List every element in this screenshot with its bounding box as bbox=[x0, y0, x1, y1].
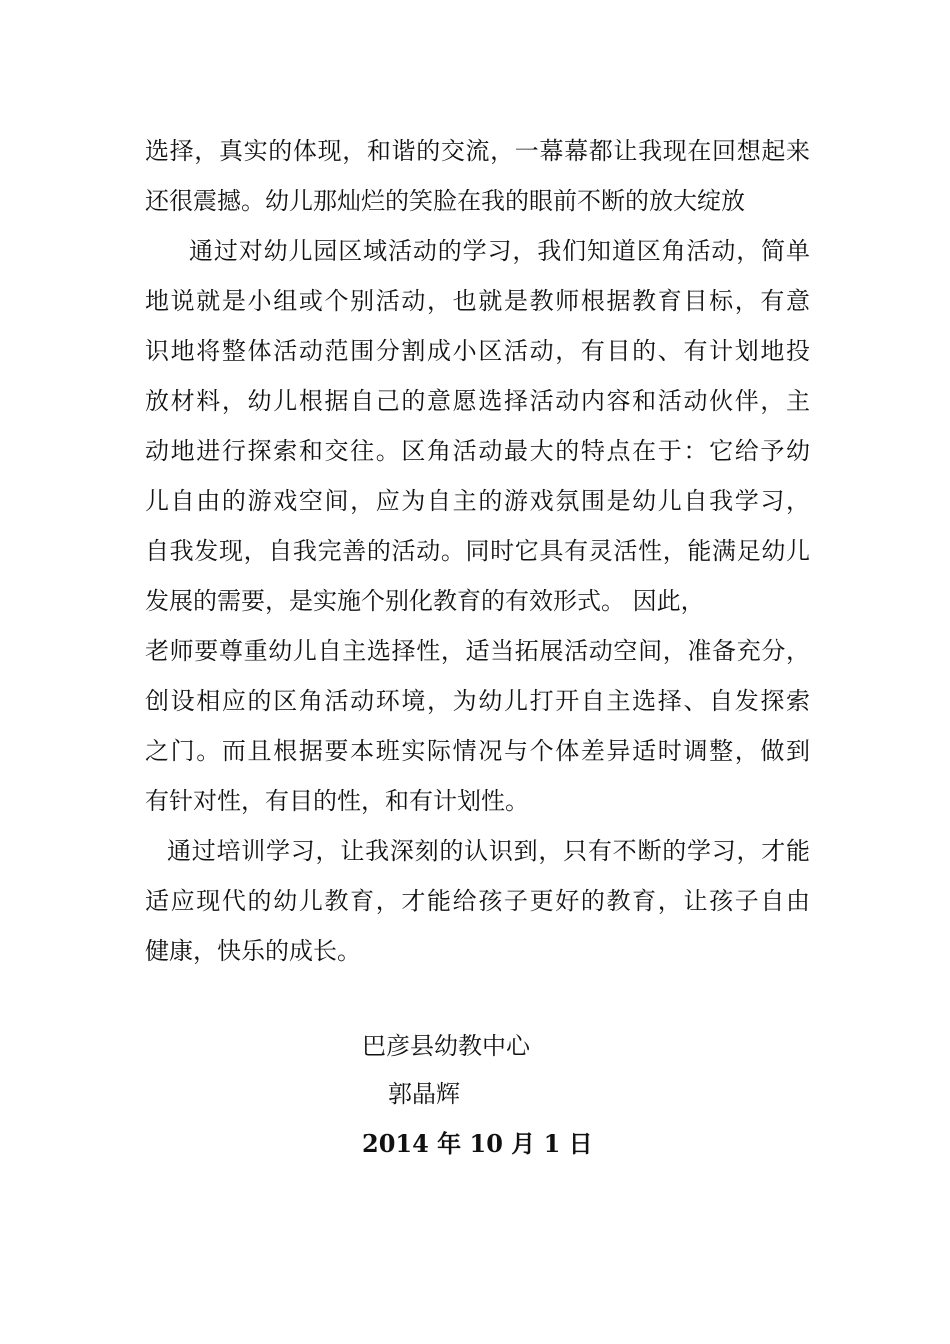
text-line: 通过对幼儿园区域活动的学习，我们知道区角活动，简单 bbox=[189, 237, 810, 265]
text-line: 创设相应的区角活动环境，为幼儿打开自主选择、自发探索 bbox=[145, 687, 810, 715]
signature-author: 郭晶辉 bbox=[388, 1080, 460, 1108]
text-line: 健康，快乐的成长。 bbox=[145, 937, 361, 965]
text-line: 发展的需要，是实施个别化教育的有效形式。 因此， bbox=[145, 587, 705, 615]
signature-organization: 巴彦县幼教中心 bbox=[362, 1032, 530, 1060]
text-line: 选择，真实的体现，和谐的交流，一幕幕都让我现在回想起来 bbox=[145, 137, 810, 165]
text-line: 自我发现，自我完善的活动。同时它具有灵活性，能满足幼儿 bbox=[145, 537, 810, 565]
text-line: 适应现代的幼儿教育，才能给孩子更好的教育，让孩子自由 bbox=[145, 887, 810, 915]
text-line: 之门。而且根据要本班实际情况与个体差异适时调整，做到 bbox=[145, 737, 810, 765]
text-line: 还很震撼。幼儿那灿烂的笑脸在我的眼前不断的放大绽放 bbox=[145, 187, 745, 215]
text-line: 放材料，幼儿根据自己的意愿选择活动内容和活动伙伴，主 bbox=[145, 387, 810, 415]
text-line: 动地进行探索和交往。区角活动最大的特点在于：它给予幼 bbox=[145, 437, 810, 465]
text-line: 通过培训学习，让我深刻的认识到，只有不断的学习，才能 bbox=[167, 837, 810, 865]
text-line: 识地将整体活动范围分割成小区活动，有目的、有计划地投 bbox=[145, 337, 810, 365]
text-line: 地说就是小组或个别活动，也就是教师根据教育目标，有意 bbox=[145, 287, 810, 315]
text-line: 老师要尊重幼儿自主选择性，适当拓展活动空间，准备充分， bbox=[145, 637, 810, 665]
text-line: 有针对性，有目的性，和有计划性。 bbox=[145, 787, 529, 815]
text-line: 儿自由的游戏空间，应为自主的游戏氛围是幼儿自我学习， bbox=[145, 487, 810, 515]
body-text bbox=[145, 126, 810, 976]
signature-date: 2014 年 10 月 1 日 bbox=[362, 1129, 593, 1158]
